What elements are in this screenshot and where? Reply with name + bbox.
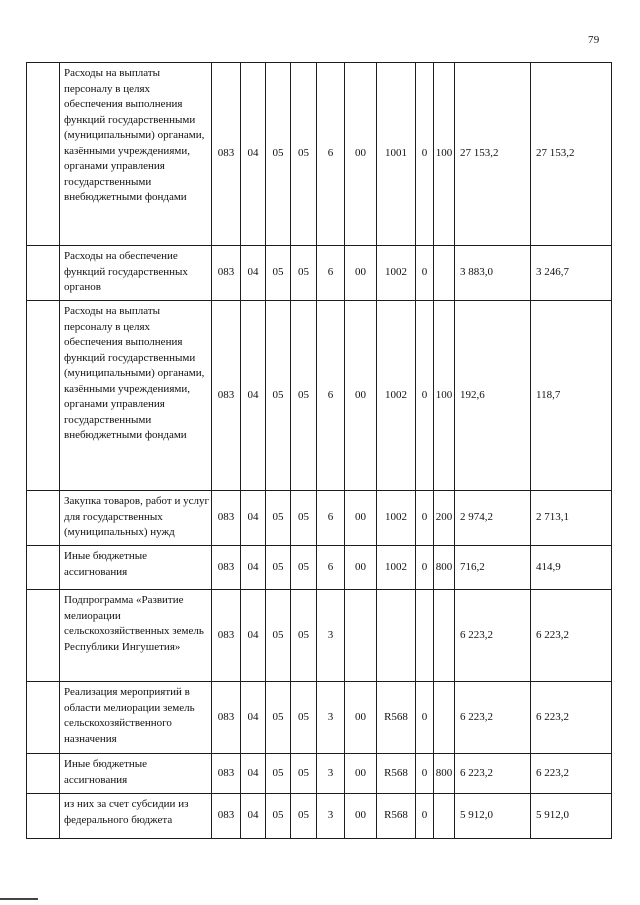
row-number-cell [27,246,60,301]
subsection-code-cell: 05 [266,794,291,839]
subsection-code-cell: 05 [266,546,291,590]
group-code-cell: 00 [345,246,377,301]
section-code-cell: 04 [241,301,266,491]
program-code-cell: 05 [291,794,317,839]
program-code-cell: 05 [291,491,317,546]
amount-actual-cell: 6 223,2 [531,682,612,754]
amount-actual-cell: 414,9 [531,546,612,590]
extra-code-cell [416,590,434,682]
subsection-code-cell: 05 [266,63,291,246]
description-cell: Реализация мероприятий в области мелиорации земель сельскохозяйственного назначения [60,682,212,754]
extra-code-cell: 0 [416,301,434,491]
table-row [27,590,612,682]
group-code-cell: 00 [345,491,377,546]
expense-type-cell [434,590,455,682]
budget-table [26,62,612,839]
row-number-cell [27,63,60,246]
section-code-cell: 04 [241,754,266,794]
amount-plan-cell: 6 223,2 [455,754,531,794]
table-row [27,546,612,590]
program-code-cell: 05 [291,546,317,590]
amount-plan-cell: 6 223,2 [455,682,531,754]
program-code-cell: 05 [291,682,317,754]
section-code-cell: 04 [241,491,266,546]
footer-line [0,898,38,900]
group-code-cell: 00 [345,546,377,590]
amount-plan-cell: 192,6 [455,301,531,491]
section-code-cell: 04 [241,590,266,682]
direction-code-cell: R568 [377,682,416,754]
section-code-cell: 04 [241,682,266,754]
group-code-cell: 00 [345,754,377,794]
table-row [27,794,612,839]
group-code-cell: 00 [345,301,377,491]
row-number-cell [27,590,60,682]
ministry-code-cell: 083 [212,246,241,301]
row-number-cell [27,301,60,491]
amount-actual-cell: 3 246,7 [531,246,612,301]
section-code-cell: 04 [241,246,266,301]
amount-plan-cell: 27 153,2 [455,63,531,246]
extra-code-cell: 0 [416,491,434,546]
subprogram-code-cell: 3 [317,590,345,682]
subprogram-code-cell: 3 [317,754,345,794]
program-code-cell: 05 [291,754,317,794]
subsection-code-cell: 05 [266,590,291,682]
expense-type-cell [434,794,455,839]
row-number-cell [27,794,60,839]
subprogram-code-cell: 6 [317,63,345,246]
row-number-cell [27,682,60,754]
section-code-cell: 04 [241,63,266,246]
subprogram-code-cell: 6 [317,491,345,546]
description-cell: Подпрограмма «Развитие мелиорации сельскохозяйственных земель Республики Ингушетия» [60,590,212,682]
table-row [27,63,612,246]
subsection-code-cell: 05 [266,754,291,794]
description-cell: Расходы на обеспечение функций государственных органов [60,246,212,301]
table-row [27,754,612,794]
program-code-cell: 05 [291,301,317,491]
ministry-code-cell: 083 [212,491,241,546]
ministry-code-cell: 083 [212,63,241,246]
extra-code-cell: 0 [416,246,434,301]
program-code-cell: 05 [291,246,317,301]
description-cell: из них за счет субсидии из федерального бюджета [60,794,212,839]
subsection-code-cell: 05 [266,301,291,491]
group-code-cell: 00 [345,63,377,246]
subsection-code-cell: 05 [266,491,291,546]
subsection-code-cell: 05 [266,682,291,754]
amount-actual-cell: 6 223,2 [531,754,612,794]
group-code-cell: 00 [345,794,377,839]
row-number-cell [27,546,60,590]
ministry-code-cell: 083 [212,682,241,754]
page-number: 79 [588,34,600,46]
ministry-code-cell: 083 [212,794,241,839]
direction-code-cell: 1002 [377,546,416,590]
direction-code-cell [377,590,416,682]
direction-code-cell: 1002 [377,301,416,491]
direction-code-cell: 1001 [377,63,416,246]
budget-table-body [27,63,612,839]
subprogram-code-cell: 3 [317,682,345,754]
amount-plan-cell: 2 974,2 [455,491,531,546]
description-cell: Иные бюджетные ассигнования [60,754,212,794]
ministry-code-cell: 083 [212,754,241,794]
direction-code-cell: R568 [377,754,416,794]
direction-code-cell: 1002 [377,491,416,546]
ministry-code-cell: 083 [212,590,241,682]
table-row [27,246,612,301]
amount-actual-cell: 27 153,2 [531,63,612,246]
section-code-cell: 04 [241,546,266,590]
program-code-cell: 05 [291,590,317,682]
row-number-cell [27,754,60,794]
ministry-code-cell: 083 [212,301,241,491]
expense-type-cell: 800 [434,546,455,590]
section-code-cell: 04 [241,794,266,839]
extra-code-cell: 0 [416,546,434,590]
amount-plan-cell: 3 883,0 [455,246,531,301]
program-code-cell: 05 [291,63,317,246]
description-cell: Закупка товаров, работ и услуг для государственных (муниципальных) нужд [60,491,212,546]
expense-type-cell: 100 [434,301,455,491]
expense-type-cell: 200 [434,491,455,546]
ministry-code-cell: 083 [212,546,241,590]
direction-code-cell: R568 [377,794,416,839]
extra-code-cell: 0 [416,754,434,794]
expense-type-cell: 800 [434,754,455,794]
amount-actual-cell: 2 713,1 [531,491,612,546]
extra-code-cell: 0 [416,794,434,839]
amount-plan-cell: 5 912,0 [455,794,531,839]
amount-actual-cell: 6 223,2 [531,590,612,682]
amount-plan-cell: 716,2 [455,546,531,590]
amount-plan-cell: 6 223,2 [455,590,531,682]
table-row [27,682,612,754]
direction-code-cell: 1002 [377,246,416,301]
subsection-code-cell: 05 [266,246,291,301]
description-cell: Иные бюджетные ассигнования [60,546,212,590]
description-cell: Расходы на выплаты персоналу в целях обеспечения выполнения функций государственными (муниципальными) органами, казёнными учреждениями, органами управления государственными внебюджетными фондами [60,63,212,246]
subprogram-code-cell: 3 [317,794,345,839]
table-row [27,301,612,491]
extra-code-cell: 0 [416,63,434,246]
expense-type-cell [434,246,455,301]
group-code-cell [345,590,377,682]
description-cell: Расходы на выплаты персоналу в целях обеспечения выполнения функций государственными (муниципальными) органами, казёнными учреждениями, органами управления государственными внебюджетными фондами [60,301,212,491]
subprogram-code-cell: 6 [317,246,345,301]
subprogram-code-cell: 6 [317,546,345,590]
subprogram-code-cell: 6 [317,301,345,491]
amount-actual-cell: 5 912,0 [531,794,612,839]
row-number-cell [27,491,60,546]
expense-type-cell [434,682,455,754]
group-code-cell: 00 [345,682,377,754]
table-row [27,491,612,546]
amount-actual-cell: 118,7 [531,301,612,491]
extra-code-cell: 0 [416,682,434,754]
expense-type-cell: 100 [434,63,455,246]
